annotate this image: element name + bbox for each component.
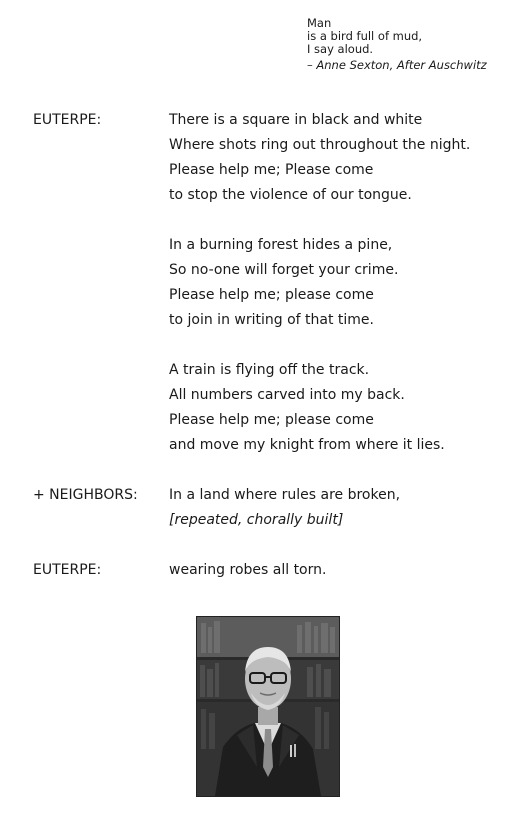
speaker-euterpe-2: EUTERPE: — [33, 562, 102, 578]
portrait-photo — [196, 616, 340, 797]
stanza-neighbors — [169, 483, 400, 533]
epigraph-line: I say aloud. — [307, 42, 374, 56]
epigraph-line: Man — [307, 16, 332, 30]
verse-line: Please help me; Please come — [169, 162, 374, 178]
epigraph-attribution: – Anne Sexton, After Auschwitz — [307, 58, 487, 72]
verse-line: In a land where rules are broken, — [169, 487, 401, 503]
verse-line: wearing robes all torn. — [169, 562, 327, 578]
stanza-final — [169, 558, 326, 583]
verse-line: Where shots ring out throughout the night. — [169, 137, 471, 153]
verse-line: and move my knight from where it lies. — [169, 437, 445, 453]
verse-line: So no-one will forget your crime. — [169, 262, 399, 278]
stanza-2 — [169, 233, 398, 333]
verse-line: to stop the violence of our tongue. — [169, 187, 412, 203]
portrait-photo-icon — [197, 617, 339, 796]
verse-line: Please help me; please come — [169, 287, 374, 303]
speaker-neighbors: + NEIGHBORS: — [33, 487, 138, 503]
verse-line: In a burning forest hides a pine, — [169, 237, 393, 253]
verse-line: Please help me; please come — [169, 412, 374, 428]
speaker-euterpe: EUTERPE: — [33, 112, 102, 128]
verse-line: to join in writing of that time. — [169, 312, 374, 328]
verse-line: All numbers carved into my back. — [169, 387, 405, 403]
verse-line: There is a square in black and white — [169, 112, 423, 128]
epigraph — [307, 17, 487, 72]
stanza-3 — [169, 358, 445, 458]
stanza-1 — [169, 108, 470, 208]
stage-direction: [repeated, chorally built] — [169, 512, 344, 528]
epigraph-line: is a bird full of mud, — [307, 29, 423, 43]
verse-line: A train is flying off the track. — [169, 362, 370, 378]
